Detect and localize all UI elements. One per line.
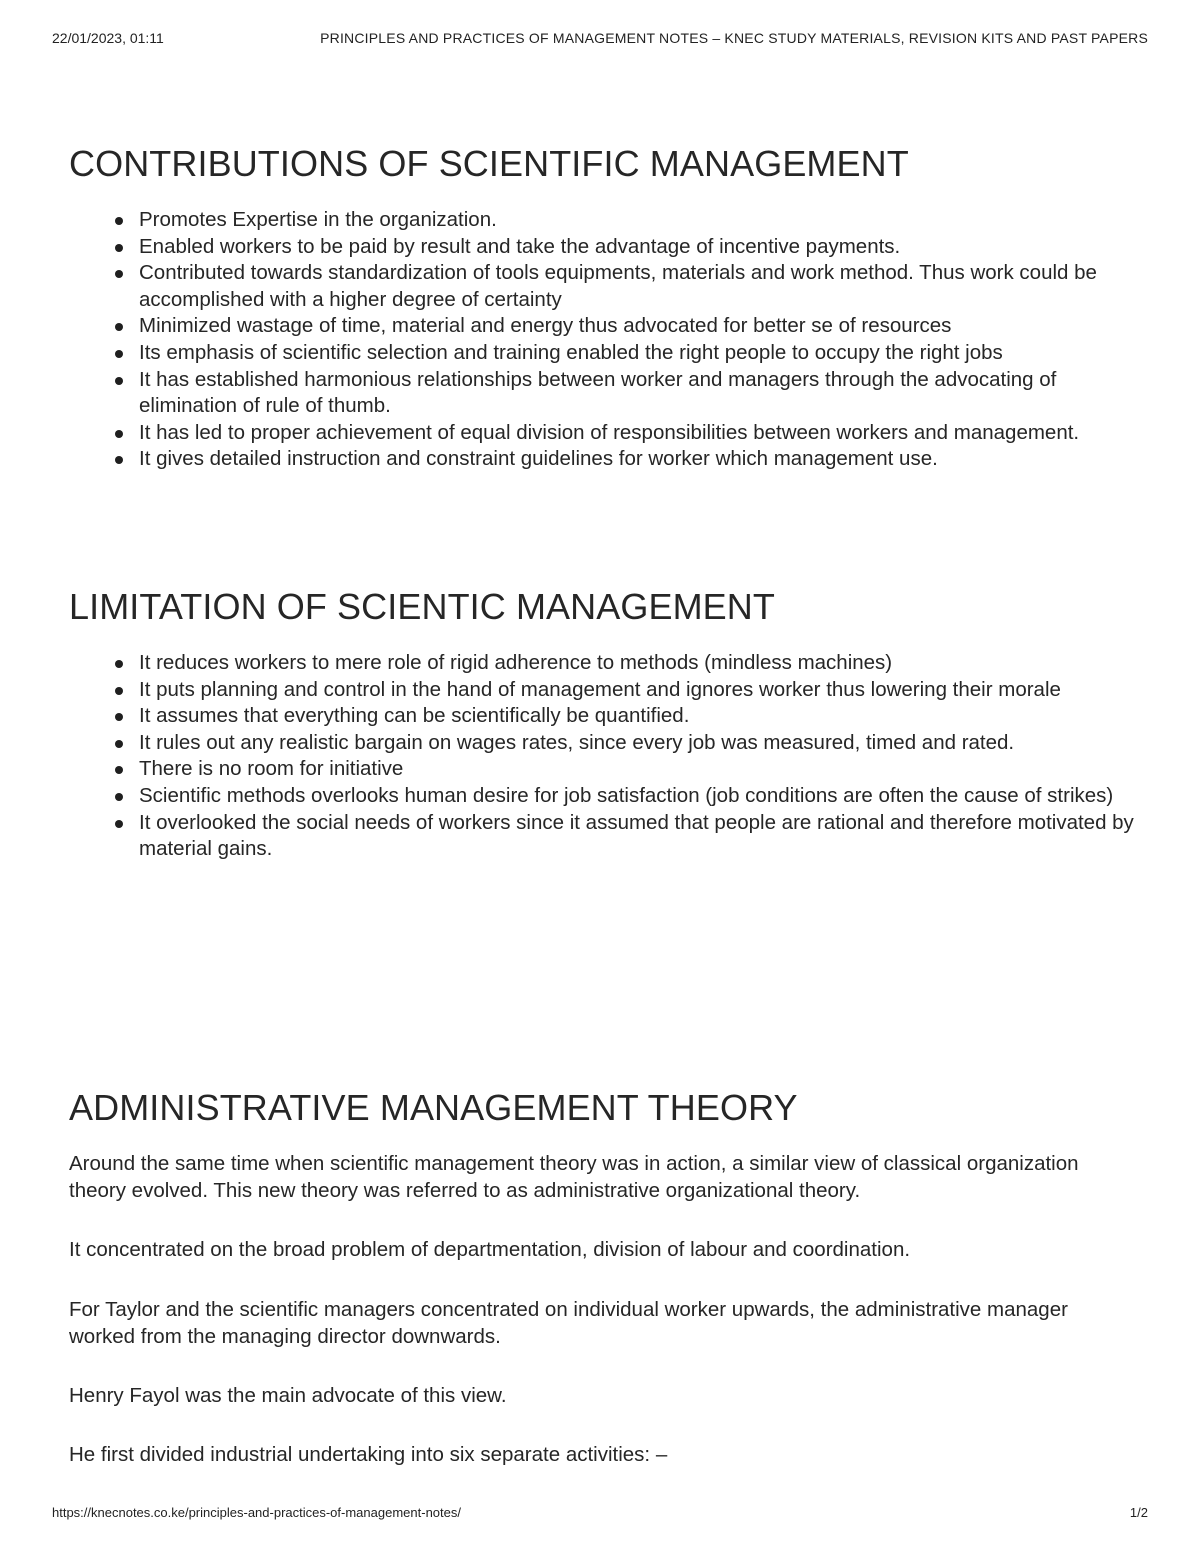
print-footer <box>52 1505 1148 1520</box>
list-item: Promotes Expertise in the organization. <box>139 207 1149 234</box>
paragraph: It concentrated on the broad problem of departmentation, division of labour and coordination. <box>69 1238 911 1261</box>
list-item: It has led to proper achievement of equal division of responsibilities between workers and management. <box>139 420 1149 447</box>
contributions-list <box>69 207 1149 473</box>
paragraph: Henry Fayol was the main advocate of this view. <box>69 1384 507 1407</box>
list-item: Scientific methods overlooks human desire for job satisfaction (job conditions are often the cause of strikes) <box>139 783 1149 810</box>
limitations-heading: LIMITATION OF SCIENTIC MANAGEMENT <box>69 586 775 627</box>
print-header <box>52 30 1148 46</box>
list-item: It has established harmonious relationships between worker and managers through the advocating of elimination of rule of thumb. <box>139 367 1149 420</box>
list-item: Contributed towards standardization of tools equipments, materials and work method. Thus work could be accomplished with a higher degree of certainty <box>139 260 1149 313</box>
print-page-title: PRINCIPLES AND PRACTICES OF MANAGEMENT NOTES – KNEC STUDY MATERIALS, REVISION KITS AND PAST PAPERS <box>320 30 1148 46</box>
page-number: 1/2 <box>1129 1505 1148 1520</box>
page-url: https://knecnotes.co.ke/principles-and-practices-of-management-notes/ <box>52 1505 461 1520</box>
list-item: It overlooked the social needs of workers since it assumed that people are rational and therefore motivated by material gains. <box>139 810 1149 863</box>
administrative-heading: ADMINISTRATIVE MANAGEMENT THEORY <box>69 1087 798 1128</box>
list-item: There is no room for initiative <box>139 756 1149 783</box>
paragraph: For Taylor and the scientific managers concentrated on individual worker upwards, the administrative manager worked from the managing director downwards. <box>69 1298 1068 1348</box>
limitations-list <box>69 650 1149 863</box>
list-item: It assumes that everything can be scientifically be quantified. <box>139 703 1149 730</box>
list-item: It reduces workers to mere role of rigid adherence to methods (mindless machines) <box>139 650 1149 677</box>
list-item: Its emphasis of scientific selection and training enabled the right people to occupy the right jobs <box>139 340 1149 367</box>
paragraph: Around the same time when scientific management theory was in action, a similar view of classical organization theory evolved. This new theory was referred to as administrative organizational theory. <box>69 1152 1079 1202</box>
print-datetime: 22/01/2023, 01:11 <box>52 30 164 46</box>
list-item: Minimized wastage of time, material and energy thus advocated for better se of resources <box>139 313 1149 340</box>
list-item: It gives detailed instruction and constraint guidelines for worker which management use. <box>139 446 1149 473</box>
paragraph: He first divided industrial undertaking into six separate activities: – <box>69 1443 668 1466</box>
contributions-heading: CONTRIBUTIONS OF SCIENTIFIC MANAGEMENT <box>69 143 909 184</box>
list-item: It rules out any realistic bargain on wages rates, since every job was measured, timed and rated. <box>139 730 1149 757</box>
list-item: Enabled workers to be paid by result and take the advantage of incentive payments. <box>139 234 1149 261</box>
list-item: It puts planning and control in the hand of management and ignores worker thus lowering their morale <box>139 677 1149 704</box>
